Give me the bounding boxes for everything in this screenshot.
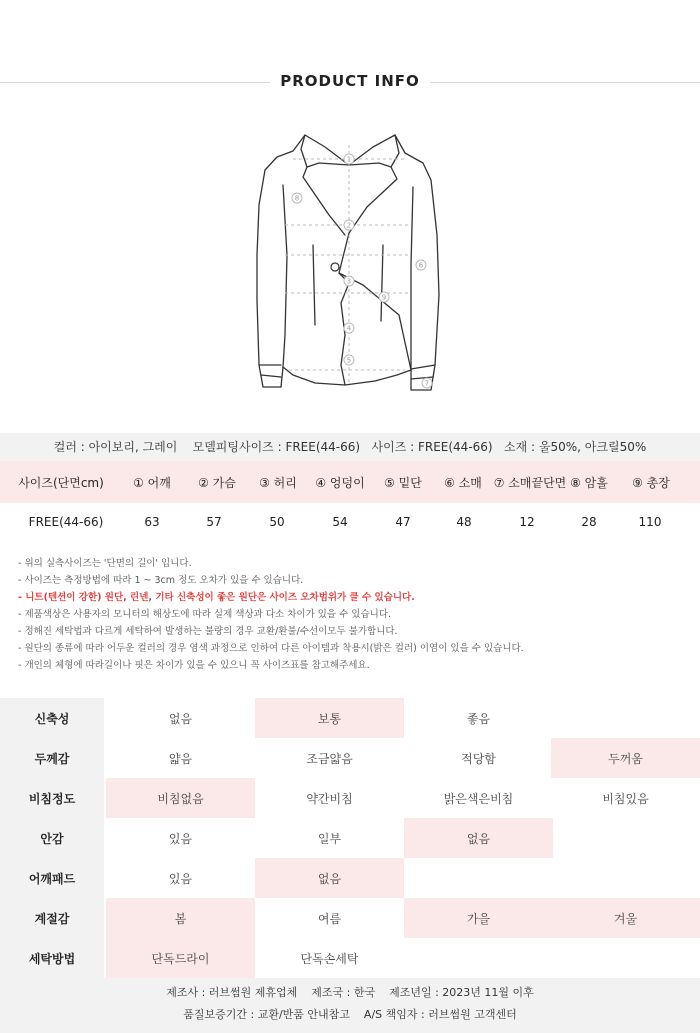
attribute-option: 얇음 [168, 751, 193, 766]
attribute-option: 여름 [317, 911, 342, 926]
marker-6 [416, 260, 426, 270]
jacket-illustration [245, 125, 455, 405]
note-line: - 정해진 세탁법과 다르게 세탁하여 발생하는 불량의 경우 교환/환불/수선이모두 불가합니다. [18, 626, 398, 637]
title-divider-right [430, 82, 700, 83]
attribute-option: 없음 [255, 858, 404, 898]
size-cell: 63 [144, 515, 160, 529]
attribute-option: 밝은색은비침 [443, 791, 514, 806]
size-notes [18, 555, 688, 674]
marker-3 [344, 276, 354, 286]
attribute-row-season [0, 898, 700, 938]
footer-line-manufacturer: 제조사 : 러브썸원 제휴업체 제조국 : 한국 제조년일 : 2023년 11월 이후 [166, 986, 534, 999]
size-cell: 54 [332, 515, 348, 529]
svg-text:6: 6 [418, 261, 424, 270]
attribute-row-elasticity [0, 698, 700, 738]
attribute-option: 가을 [404, 898, 553, 938]
attribute-option [551, 818, 700, 858]
attribute-option: 조금얇음 [306, 751, 353, 766]
fabric-attributes-table [0, 698, 700, 978]
marker-2 [344, 220, 354, 230]
attribute-option: 없음 [168, 711, 193, 726]
attribute-option: 있음 [168, 871, 193, 886]
attribute-option [404, 858, 553, 898]
size-cell: 48 [456, 515, 472, 529]
attribute-row-sheerness [0, 778, 700, 818]
page-title: PRODUCT INFO [280, 72, 420, 90]
attribute-option: 적당함 [461, 751, 496, 766]
product-info-header [0, 70, 700, 94]
marker-8 [292, 193, 302, 203]
size-cell: FREE(44-66) [28, 515, 104, 529]
attribute-option: 약간비침 [306, 791, 353, 806]
attribute-option: 있음 [168, 831, 193, 846]
attribute-label: 비침정도 [0, 778, 104, 818]
marker-4 [344, 323, 354, 333]
note-line: - 개인의 체형에 따라길이나 핏은 차이가 있을 수 있으니 꼭 사이즈표를 참고해주세요. [18, 660, 370, 671]
size-header-cell: ⑨ 총장 [632, 475, 670, 490]
svg-text:7: 7 [424, 379, 430, 388]
size-cell: 47 [395, 515, 411, 529]
manufacturer-footer [0, 978, 700, 1033]
attribute-label: 안감 [0, 818, 104, 858]
note-line: - 제품색상은 사용자의 모니터의 해상도에 따라 실제 색상과 다소 차이가 있을 수 있습니다. [18, 609, 392, 620]
marker-1 [344, 154, 354, 164]
attribute-option: 일부 [317, 831, 342, 846]
attribute-option: 단독손세탁 [300, 951, 359, 966]
size-header-cell: ① 어깨 [133, 475, 171, 490]
attribute-option: 비침없음 [106, 778, 255, 818]
svg-text:5: 5 [346, 356, 352, 365]
size-header-cell: ⑧ 암홀 [570, 475, 608, 490]
attribute-option [551, 858, 700, 898]
marker-5 [344, 355, 354, 365]
attribute-option [404, 938, 553, 978]
note-line: - 사이즈는 측정방법에 따라 1 ~ 3cm 정도 오차가 있을 수 있습니다. [18, 575, 304, 586]
marker-9 [379, 292, 389, 302]
attribute-label: 어깨패드 [0, 858, 104, 898]
svg-text:8: 8 [294, 194, 300, 203]
size-header-cell: ⑥ 소매 [444, 475, 482, 490]
size-header-cell: ③ 허리 [259, 475, 297, 490]
svg-text:3: 3 [346, 277, 352, 286]
attribute-row-thickness [0, 738, 700, 778]
attribute-option: 보통 [255, 698, 404, 738]
size-cell: 50 [269, 515, 285, 529]
size-header-cell: ⑦ 소매끝단면 [493, 475, 567, 490]
size-header-cell: ④ 엉덩이 [315, 475, 365, 490]
footer-line-warranty: 품질보증기간 : 교환/반품 안내참고 A/S 책임자 : 러브썸원 고객센터 [183, 1008, 517, 1021]
attribute-option: 겨울 [551, 898, 700, 938]
attribute-option: 비침있음 [602, 791, 649, 806]
size-cell: 28 [581, 515, 597, 529]
svg-text:2: 2 [346, 221, 352, 230]
size-cell: 12 [519, 515, 535, 529]
attribute-option: 단독드라이 [106, 938, 255, 978]
svg-text:9: 9 [381, 293, 387, 302]
size-cell: 57 [206, 515, 222, 529]
size-cell: 110 [638, 515, 662, 529]
attribute-option [551, 938, 700, 978]
note-line-emphasis: - 니트(텐션이 강한) 원단, 린넨, 기타 신축성이 좋은 원단은 사이즈 오차범위가 클 수 있습니다. [18, 592, 415, 603]
attribute-label: 신축성 [0, 698, 104, 738]
marker-7 [422, 378, 432, 388]
attribute-label: 계절감 [0, 898, 104, 938]
attribute-option: 좋음 [466, 711, 491, 726]
note-line: - 위의 실측사이즈는 '단면의 길이' 입니다. [18, 558, 192, 569]
product-spec-bar: 컬러 : 아이보리, 그레이 모델피팅사이즈 : FREE(44-66) 사이즈 : FREE(44-66) 소재 : 울50%, 아크릴50% [0, 433, 700, 461]
size-header-cell: ⑤ 밑단 [384, 475, 422, 490]
attribute-row-shoulder-pad [0, 858, 700, 898]
size-header-cell: ② 가슴 [198, 475, 236, 490]
svg-text:1: 1 [346, 155, 352, 164]
size-table-row [0, 503, 700, 541]
attribute-option: 봄 [106, 898, 255, 938]
svg-text:4: 4 [346, 324, 352, 333]
attribute-option: 두꺼움 [551, 738, 700, 778]
attribute-row-washing [0, 938, 700, 978]
attribute-label: 두께감 [0, 738, 104, 778]
attribute-option [551, 698, 700, 738]
size-table-header [0, 461, 700, 503]
size-header-cell: 사이즈(단면cm) [18, 475, 104, 490]
attribute-label: 세탁방법 [0, 938, 104, 978]
attribute-row-lining [0, 818, 700, 858]
attribute-option: 없음 [404, 818, 553, 858]
note-line: - 원단의 종류에 따라 어두운 컬러의 경우 염색 과정으로 인하여 다른 아이템과 착용시(밝은 컬러) 이염이 있을 수 있습니다. [18, 643, 524, 654]
